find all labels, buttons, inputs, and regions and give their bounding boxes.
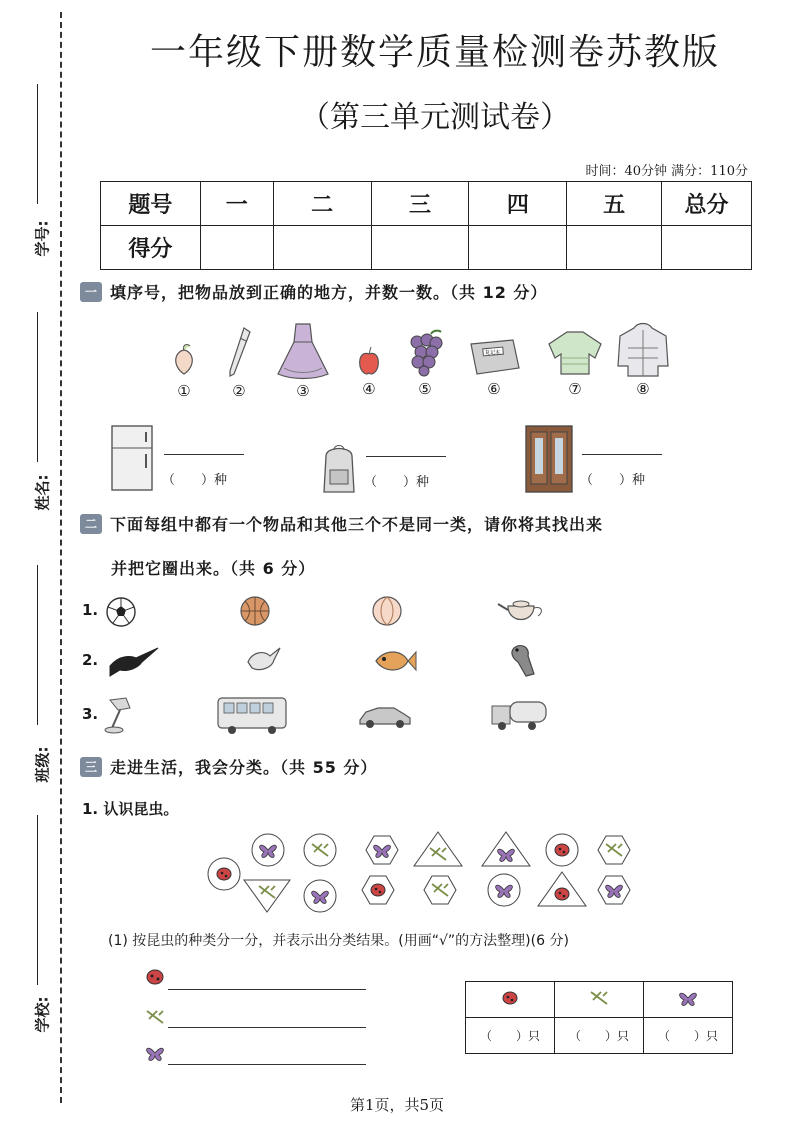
score-row-label: 得分 [101, 226, 201, 270]
backpack-answer[interactable] [364, 432, 446, 496]
coat-icon [614, 322, 672, 378]
name-label: 姓名: [33, 474, 52, 511]
item-number: ⑥ [487, 380, 501, 398]
score-header-row [101, 182, 752, 226]
item-coat[interactable] [612, 322, 674, 398]
q1-label: 1. 认识昆虫。 [82, 800, 179, 818]
score-header-cell: 二 [273, 182, 371, 226]
class-label: 班级: [33, 746, 52, 783]
score-value-row [101, 226, 752, 270]
score-header-cell: 五 [567, 182, 662, 226]
backpack-icon [318, 442, 360, 496]
score-input-cell[interactable] [662, 226, 752, 270]
place-wardrobe [522, 422, 662, 494]
insect-header-cell [555, 982, 644, 1018]
row-number: 3. [82, 705, 99, 723]
page-title: 一年级下册数学质量检测卷苏教版 [149, 32, 720, 73]
name-line[interactable] [37, 312, 38, 462]
bus-icon[interactable] [214, 694, 290, 736]
section2-heading [80, 512, 603, 535]
insect-header-cell [644, 982, 733, 1018]
insect-triangle-butterfly [482, 832, 530, 866]
insect-hexagon-ladybug [362, 876, 394, 904]
ladybug-count-cell[interactable]: （ ）只 [466, 1018, 555, 1054]
section1-badge: 一 [80, 282, 102, 302]
notebook-icon [467, 338, 521, 378]
score-input-cell[interactable] [567, 226, 662, 270]
insect-circle-butterfly [304, 880, 336, 912]
score-header-cell: 四 [469, 182, 567, 226]
place-fridge [108, 422, 244, 494]
row-number: 2. [82, 651, 99, 669]
exam-meta: 时间：40分钟 满分：110分 [585, 164, 748, 179]
wardrobe-answer[interactable] [580, 430, 662, 494]
desk-lamp-icon[interactable] [104, 694, 138, 734]
apple-icon [355, 344, 383, 378]
wardrobe-count: （ ）种 [580, 473, 646, 488]
score-header-cell: 三 [371, 182, 469, 226]
insects-diagram [200, 828, 640, 918]
insect-circle-dragonfly [304, 834, 336, 866]
insect-circle-ladybug [546, 834, 578, 866]
butterfly-tally-line[interactable] [168, 1064, 366, 1065]
insect-hexagon-dragonfly [598, 836, 630, 864]
school-line[interactable] [37, 815, 38, 985]
dragonfly-icon [144, 1006, 166, 1028]
section2-text-cont: 并把它圈出来。（共 6 分） [111, 559, 316, 578]
item-peach[interactable] [166, 340, 202, 400]
student-id-label: 学号: [33, 220, 52, 257]
item-number: ⑤ [418, 380, 432, 398]
car-icon[interactable] [356, 702, 414, 730]
backpack-count: （ ）种 [364, 475, 430, 490]
student-id-line[interactable] [37, 84, 38, 204]
place-backpack [318, 432, 446, 496]
item-sweater[interactable] [544, 328, 606, 398]
section1-heading [80, 280, 547, 303]
beach-ball-icon[interactable] [370, 594, 404, 628]
item-number: ③ [296, 382, 310, 400]
ladybug-icon [500, 989, 520, 1007]
score-input-cell[interactable] [200, 226, 273, 270]
insect-header-row [466, 982, 733, 1018]
score-header-cell: 题号 [101, 182, 201, 226]
basketball-icon[interactable] [238, 594, 272, 628]
item-number: ⑦ [568, 380, 582, 398]
dove-icon[interactable] [242, 642, 282, 676]
insect-header-cell [466, 982, 555, 1018]
page-footer: 第1页，共5页 [349, 1096, 445, 1114]
item-dress[interactable] [272, 320, 334, 400]
item-number: ⑧ [636, 380, 650, 398]
insect-hexagon-dragonfly [424, 876, 456, 904]
section3-heading [80, 755, 377, 778]
ladybug-icon [144, 966, 166, 988]
insect-count-table [465, 981, 733, 1054]
wardrobe-icon [522, 422, 576, 494]
grapes-icon [405, 328, 445, 378]
school-label: 学校: [33, 996, 52, 1033]
dragonfly-count-cell[interactable]: （ ）只 [555, 1018, 644, 1054]
score-input-cell[interactable] [469, 226, 567, 270]
item-number: ④ [362, 380, 376, 398]
notebook-label: 复记本 [485, 350, 501, 356]
score-input-cell[interactable] [371, 226, 469, 270]
item-apple[interactable] [354, 344, 384, 398]
fridge-count: （ ）种 [162, 473, 228, 488]
insect-circle-butterfly [488, 874, 520, 906]
insect-hexagon-butterfly [598, 876, 630, 904]
dragonfly-tally-line[interactable] [168, 1027, 366, 1028]
teapot-icon[interactable] [496, 594, 546, 628]
row-number: 1. [82, 601, 99, 619]
item-grapes[interactable] [404, 328, 446, 398]
score-header-cell: 一 [200, 182, 273, 226]
q1-sub-question: (1) 按昆虫的种类分一分，并表示出分类结果。(用画“√”的方法整理)(6 分) [108, 933, 569, 949]
insect-circle-butterfly [252, 834, 284, 866]
fridge-answer[interactable] [162, 430, 244, 494]
fridge-icon [108, 422, 158, 494]
fish-icon[interactable] [372, 646, 418, 676]
tanker-truck-icon[interactable] [488, 696, 550, 734]
score-table [100, 181, 752, 270]
dragonfly-icon [589, 989, 609, 1007]
cut-line [60, 12, 62, 1103]
section2-badge: 二 [80, 514, 102, 534]
insect-circle-ladybug [208, 858, 240, 890]
binding-margin [0, 0, 72, 1123]
butterfly-count-cell[interactable]: （ ）只 [644, 1018, 733, 1054]
dress-icon [274, 320, 332, 380]
section3-text: 走进生活，我会分类。（共 55 分） [110, 758, 378, 777]
swallow-icon[interactable] [106, 644, 160, 678]
section2-text: 下面每组中都有一个物品和其他三个不是同一类，请你将其找出来 [110, 515, 604, 534]
parrot-icon[interactable] [504, 640, 542, 680]
insect-down-triangle-dragonfly [244, 880, 290, 912]
item-number: ① [177, 382, 191, 400]
soccer-ball-icon[interactable] [104, 595, 138, 629]
insect-count-row [466, 1018, 733, 1054]
butterfly-icon [678, 989, 698, 1007]
score-header-cell: 总分 [662, 182, 752, 226]
class-line[interactable] [37, 565, 38, 725]
peach-icon [169, 340, 199, 380]
insect-hexagon-butterfly [366, 836, 398, 864]
item-pen[interactable] [222, 326, 256, 400]
butterfly-icon [144, 1042, 166, 1064]
item-number: ② [232, 382, 246, 400]
page-subtitle: （第三单元测试卷） [300, 100, 570, 135]
pen-icon [224, 326, 254, 380]
insect-triangle-dragonfly [414, 832, 462, 866]
score-input-cell[interactable] [273, 226, 371, 270]
item-notebook[interactable] [466, 338, 522, 398]
section3-badge: 三 [80, 757, 102, 777]
sweater-icon [545, 328, 605, 378]
section1-text: 填序号，把物品放到正确的地方，并数一数。（共 12 分） [110, 283, 548, 302]
insect-triangle-ladybug [538, 872, 586, 906]
ladybug-tally-line[interactable] [168, 989, 366, 990]
